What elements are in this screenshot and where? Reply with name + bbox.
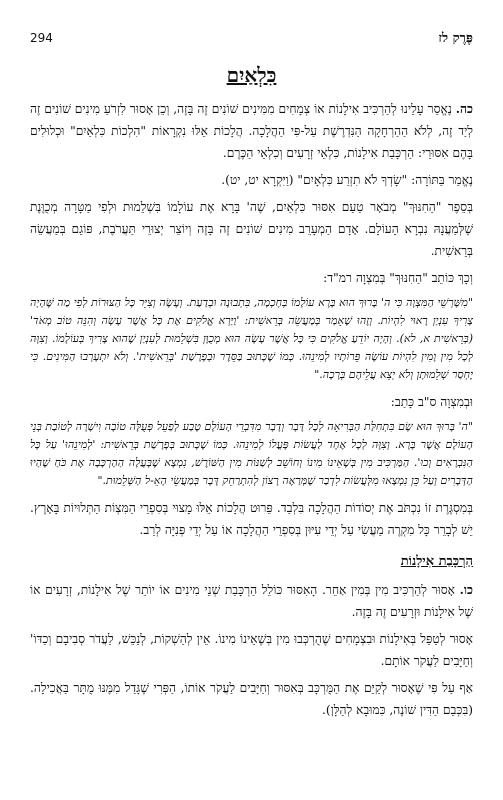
page-number: 294: [30, 31, 53, 45]
grafted-fruit-paragraph: אַף עַל פִּי שֶׁאָסוּר לְקַיֵּם אֶת הַמֻּרְכָּב בְּאִסּוּר וְחַיָּבִים לַעֲקֹר אוֹתוֹ, הַפְּרִי שֶׁגָּדַל מִמֶּנּוּ מֻתָּר בַּאֲכִילָה. (בִּכְּבֵם הַדִּין שׁוֹנֶה, כִּמוּבָא לְהַלָּן).: [30, 681, 473, 717]
grafted-care-paragraph: אָסוּר לְטַפֵּל בְּאִילָנוֹת וּבִצְמָחִים שֶׁהֻרְכְּבוּ מִין בְּשֶׁאֵינוֹ מִינוֹ. אֵין לְהַשְׁקוֹת, לְנַכֵּשׁ, לַעֲדֹר סְבִיבָם וְכַדּוֹ' וְחַיָּבִים לַעֲקֹר אוֹתָם.: [30, 632, 473, 668]
framework-note: בְּמִסְגֶּרֶת זוֹ נִכְתֹּב אֶת יְסוֹדוֹת הַהֲלָכָה בִּלְבַד. פֵּרוּט הֲלָכוֹת אֵלּוּ מָצוּי בְּסִפְרֵי הַמִּצְוֹת הַתְּלוּיוֹת בָּאָרֶץ. יֵשׁ לְבָרֵר כָּל מִקְרֶה מַעֲשִׂי עַל יְדֵי עִיּוּן בְּסִפְרֵי הַהֲלָכָה אוֹ עַל יְדֵי פְּנִיָּה לְרַב.: [30, 501, 473, 537]
paragraph-text: נֶאֱסַר עָלֵינוּ לְהַרְכִּיב אִילָנוֹת אוֹ צְמָחִים מִמִּינִים שׁוֹנִים זֶה בָּזֶה, וְכֵן אָסוּר לִזְרֹעַ מִינִים שׁוֹנִים זֶה לְיַד זֶה, לְלֹא הַהַרְחָקָה הַנִּדְרֶשֶׁת עַל-פִּי הַהֲלָכָה. הֲלָכוֹת אֵלּוּ נִקְרָאוֹת "הִלְכוֹת כִּלְאַיִם" וּכְלוּלִים בָּהֶם אִסּוּרֵי: הַרְכָּבַת אִילָנוֹת, כִּלְאֵי זְרָעִים וְכִלְאֵי הַכֶּרֶם.: [30, 102, 473, 160]
chapter-title: פֶּרֶק לז: [438, 31, 473, 46]
page-header: [30, 28, 473, 48]
chinuch-quote-244: "מִשָּׁרְשֵׁי הַמִּצְוָה כִּי ה' בָּרוּךְ הוּא בָּרָא עוֹלָמוֹ בְּחָכְמָה, בִּתְבוּנָה וּבְדַעַת. וְעָשָׂה וְצִיֵּר כָּל הַצּוּרוֹת לְפִי מַה שֶּׁהָיָה צָרִיךְ עִנְיַן רָאוּי לִהְיוֹת. וְזֶהוּ שֶׁאָמַר בְּמַעֲשֵׂה בְּרֵאשִׁית: 'וַיַּרְא אֱלֹקִים אֶת כָּל אֲשֶׁר עָשָׂה וְהִנֵּה טוֹב מְאֹד' (בְּרֵאשִׁית א, לא). וְהָיָה יוֹדֵעַ אֱלֹקִים כִּי כָּל אֲשֶׁר עָשָׂה הוּא מְכֻוָּן בִּשְׁלֵמוּת לְעִנְיַן שֶׁהוּא צָרִיךְ בְּעוֹלָמוֹ. וְצִוָּה לְכָל מִין וָמִין לִהְיוֹת עוֹשֶׂה פֵּרוֹתָיו לְמִינֵהוּ. כְּמוֹ שֶׁכָּתוּב בַּסֵּדֶר וּבְפָרָשַׁת 'בְּרֵאשִׁית'. וְלֹא יִתְעָרְבוּ הַמִּינִים. כִּי יֶחְסַר שְׁלֵמוּתָן וְלֹא יְצֵא עֲלֵיהֶם בְּרָכָה.": [30, 296, 473, 381]
paragraph-25: [30, 98, 473, 164]
paragraph-number: כה.: [455, 102, 473, 116]
paragraph-number: כו.: [459, 583, 473, 597]
chinuch-explanation: בְּסֵפֶר "הַחִנּוּךְ" מְבֹאָר טַעַם אִסּוּר כִּלְאַיִם, שֶׁה' בָּרָא אֶת עוֹלָמוֹ בִּשְׁלֵמוּת וּלְפִי מַטָּרָה מְכֻוֶּנֶת שֶׁלְּמַעֲנָהּ נִבְרָא הָעוֹלָם. אָדָם הַמְעָרֵב מִינִים שׁוֹנִים זֶה בָּזֶה וְיוֹצֵר יְצוּרֵי תַּעֲרֹבֶת, פּוֹגֵם בְּמַעֲשֵׂה בְּרֵאשִׁית.: [30, 200, 473, 258]
chinuch-intro-62: וּבְמִצְוָה ס"ב כָּתַב:: [390, 395, 473, 409]
page-content: [30, 62, 473, 726]
chinuch-quote-62: "ה' בָּרוּךְ הוּא שָׂם בִּתְחִלַּת הַבְּרִיאָה לְכָל דָּבָר וְדָבָר מִדִּבְרֵי הָעוֹלָם טֶבַע לְפַעֵל פְּעֻלָּה טוֹבָה וִישָׁרָה לְטוֹבַת בְּנֵי הָעוֹלָם אֲשֶׁר בָּרָא. וְצִוָּה לְכָל אֶחָד לַעֲשׂוֹת פָּעֳלוֹ לְמִינֵהוּ. כְּמוֹ שֶׁכָּתוּב בְּפָרָשַׁת בְּרֵאשִׁית: 'לְמִינֵהוּ' עַל כָּל הַנִּבְרָאִים וְכוּ'. הַמַּרְכִּיב מִין בְּשֶׁאֵינוֹ מִינוֹ וְחוֹשֵׁב לְשַׁנּוֹת מִין הַשּׁוֹרֶשׁ, נִמְצָא שֶׁבָּעֲלָה הַהַרְכָּבָה אֶת כֹּחַ שֶׁהַיוּ הַדְּבָרִים וְעַל כֵּן נִמְצָאוּ מִלְּעֲשׂוֹת לִדְבַר שֶׁמְּרַאֶה רָצוֹן לְהִתְרַחֵק דָּבָר בְּמַעֲשֵׂי הָאֵ-ל הַשְּׁלֵמוּת.": [30, 420, 473, 487]
chinuch-intro-244: וְכָךְ כּוֹתֵב "הַחִנּוּךְ" בְּמִצְוָה רמ"ד:: [323, 271, 473, 285]
paragraph-text: אָסוּר לְהַרְכִּיב מִין בְּמִין אַחֵר. הָאִסּוּר כּוֹלֵל הַרְכָּבַת שְׁנֵי מִינִים אוֹ יוֹתֵר שֶׁל אִילָנוֹת, זְרָעִים אוֹ שֶׁל אִילָנוֹת וּזְרָעִים זֶה בָּזֶה.: [30, 583, 473, 619]
torah-verse: נֶאֱמַר בַּתּוֹרָה: "שָׂדְךָ לֹא תִזְרַע כִּלְאָיִם" (וַיִּקְרָא יט, יט).: [221, 173, 473, 187]
paragraph-26: [30, 579, 473, 623]
subsection-title: הַרְכָּבַת אִילָנוֹת: [400, 554, 473, 569]
section-title: כִּלְאַיִם: [226, 63, 277, 87]
